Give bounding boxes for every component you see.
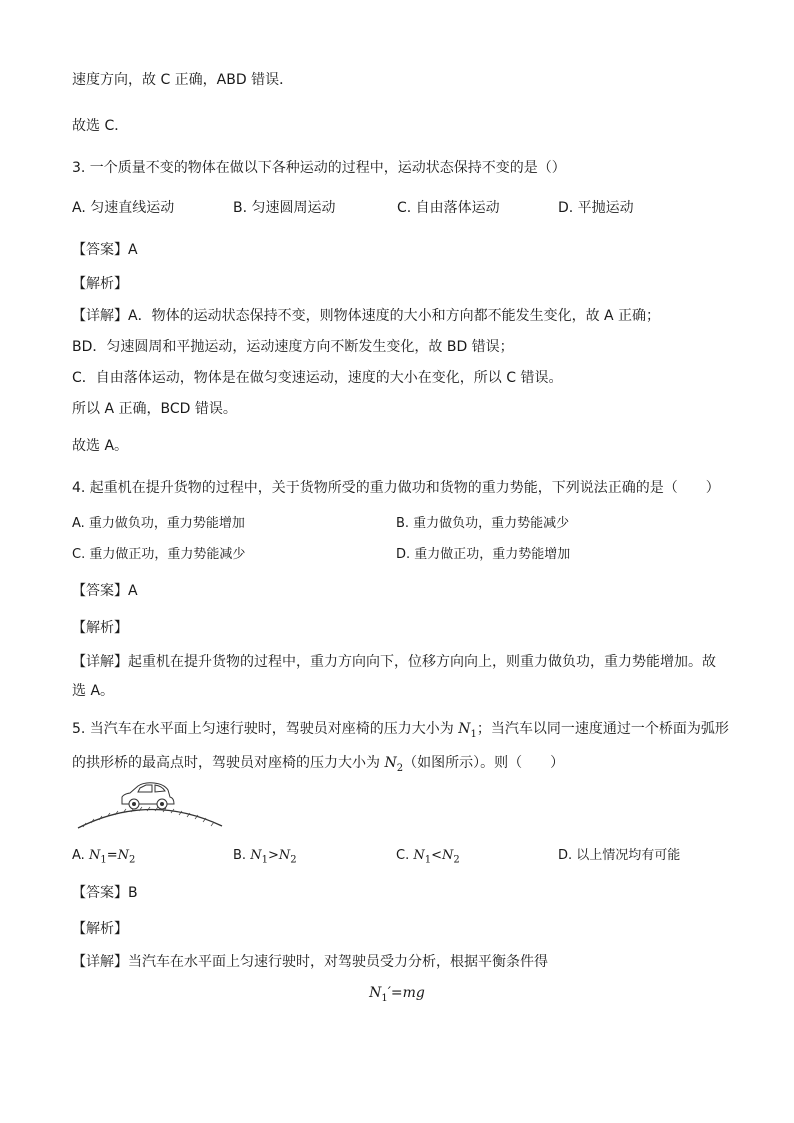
q4-option-c: C. 重力做正功，重力势能减少 bbox=[72, 547, 246, 562]
q4-option-d: D. 重力做正功，重力势能增加 bbox=[396, 547, 571, 562]
q5-stem-line-1: 5. 当汽车在水平面上匀速行驶时，驾驶员对座椅的压力大小为 $N_1$；当汽车以同一速度通过一个桥面为弧形 bbox=[72, 721, 729, 740]
q5-option-a: A. $N_1=N_2$ bbox=[72, 848, 136, 866]
q5-option-d: D. 以上情况均有可能 bbox=[558, 848, 681, 863]
q3-option-c: C. 自由落体运动 bbox=[397, 200, 500, 216]
q3-detail-4: 所以 A 正确，BCD 错误。 bbox=[72, 401, 237, 417]
q3-answer: 【答案】A bbox=[72, 242, 138, 258]
q5-analysis-title: 【解析】 bbox=[72, 921, 128, 937]
q2-conclusion: 速度方向，故 C 正确，ABD 错误． bbox=[72, 72, 294, 88]
q4-option-a: A. 重力做负功，重力势能增加 bbox=[72, 516, 245, 531]
q4-option-b: B. 重力做负功，重力势能减少 bbox=[396, 516, 570, 531]
q5-detail: 【详解】当汽车在水平面上匀速行驶时，对驾驶员受力分析，根据平衡条件得 bbox=[72, 954, 548, 970]
car-icon bbox=[122, 783, 174, 809]
q4-stem: 4. 起重机在提升货物的过程中，关于货物所受的重力做功和货物的重力势能，下列说法正确的是（ ） bbox=[72, 480, 720, 496]
arch-bridge-car-figure bbox=[76, 778, 226, 830]
q4-detail-1: 【详解】起重机在提升货物的过程中，重力方向向下，位移方向向上，则重力做负功，重力势能增加。故 bbox=[72, 654, 716, 670]
q5-option-c: C. $N_1<N_2$ bbox=[396, 848, 460, 866]
q3-option-b: B. 匀速圆周运动 bbox=[233, 200, 336, 216]
q3-stem: 3. 一个质量不变的物体在做以下各种运动的过程中，运动状态保持不变的是（） bbox=[72, 160, 566, 176]
q4-answer: 【答案】A bbox=[72, 583, 138, 599]
q5-option-b: B. $N_1>N_2$ bbox=[233, 848, 297, 866]
q4-analysis-title: 【解析】 bbox=[72, 620, 128, 636]
q5-stem-line-2: 的拱形桥的最高点时，驾驶员对座椅的压力大小为 $N_2$（如图所示）。则（ ） bbox=[72, 755, 565, 774]
q3-choice: 故选 A。 bbox=[72, 438, 129, 454]
q4-detail-2: 选 A。 bbox=[72, 683, 115, 699]
q5-answer: 【答案】B bbox=[72, 885, 138, 901]
q3-analysis-title: 【解析】 bbox=[72, 276, 128, 292]
q3-option-a: A. 匀速直线运动 bbox=[72, 200, 175, 216]
q3-detail-3: C．自由落体运动，物体是在做匀变速运动，速度的大小在变化，所以 C 错误。 bbox=[72, 370, 563, 386]
q3-detail-1: 【详解】A．物体的运动状态保持不变，则物体速度的大小和方向都不能发生变化，故 A 正确； bbox=[72, 308, 661, 324]
q5-formula: $N_1'=mg$ bbox=[369, 985, 425, 1004]
q3-option-d: D. 平抛运动 bbox=[558, 200, 634, 216]
q2-choice: 故选 C． bbox=[72, 118, 129, 134]
q3-detail-2: BD．匀速圆周和平抛运动，运动速度方向不断发生变化，故 BD 错误； bbox=[72, 339, 514, 355]
